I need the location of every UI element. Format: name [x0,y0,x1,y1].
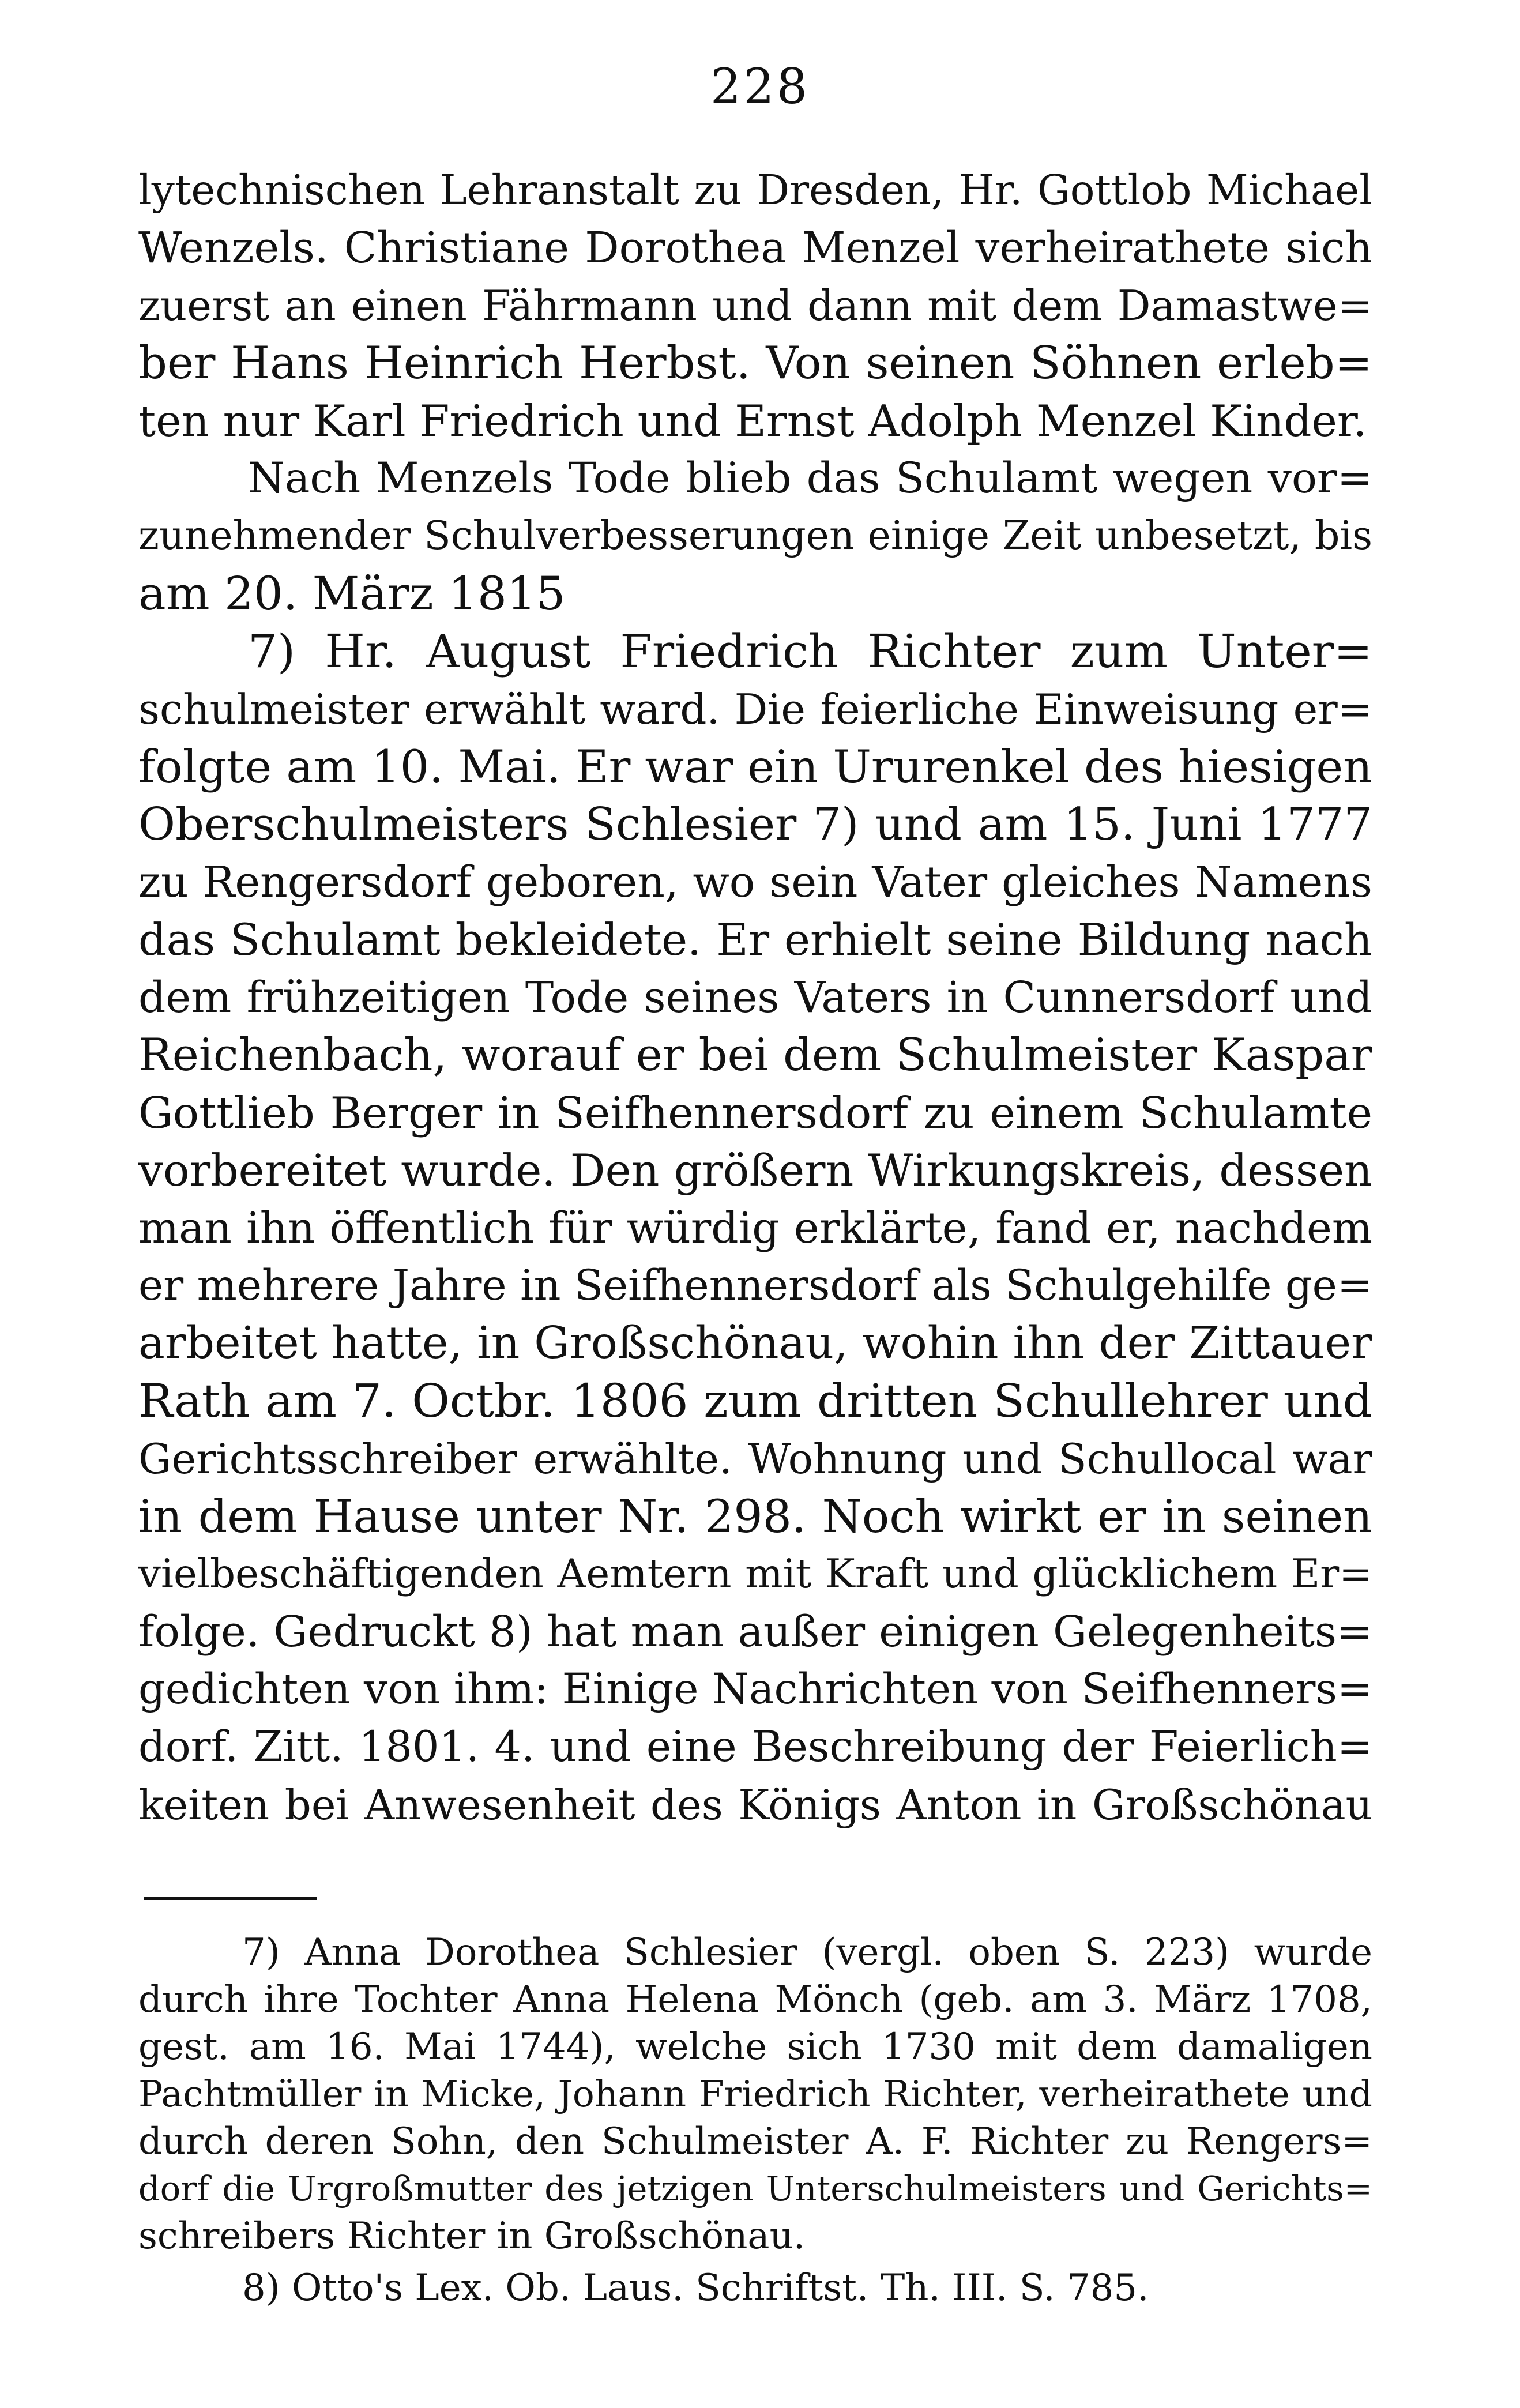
text-line: Oberschulmeisters Schlesier 7) und am 15. Juni 1777 [138,799,1372,851]
text-line: man ihn öffentlich für würdig erklärte, fand er, nachdem [138,1203,1372,1253]
text-line: Reichenbach, worauf er bei dem Schulmeister Kaspar [138,1029,1372,1081]
footnote-line: gest. am 16. Mai 1744), welche sich 1730 mit dem damaligen [138,2026,1372,2068]
text-line: ten nur Karl Friedrich und Ernst Adolph Menzel Kinder. [138,396,1367,446]
text-line: Wenzels. Christiane Dorothea Menzel verheirathete sich [138,223,1372,273]
footnote-line: dorf die Urgroßmutter des jetzigen Unterschulmeisters und Gerichts= [138,2169,1372,2208]
footnote-line: 7) Anna Dorothea Schlesier (vergl. oben S. 223) wurde [242,1931,1372,1974]
body-text [138,161,1372,1834]
text-line: er mehrere Jahre in Seifhennersdorf als Schulgehilfe ge= [138,1261,1372,1310]
text-line: vielbeschäftigenden Aemtern mit Kraft und glücklichem Er= [138,1551,1372,1597]
text-line: am 20. März 1815 [138,567,566,620]
text-line: gedichten von ihm: Einige Nachrichten von Seifhenners= [138,1665,1372,1714]
footnote-line: 8) Otto's Lex. Ob. Laus. Schriftst. Th. III. S. 785. [242,2267,1149,2309]
footnote-line: durch deren Sohn, den Schulmeister A. F. Richter zu Rengers= [138,2120,1372,2163]
footnotes [138,1929,1372,2312]
text-line: in dem Hause unter Nr. 298. Noch wirkt er in seinen [138,1490,1372,1543]
footnote-line: durch ihre Tochter Anna Helena Mönch (geb. am 3. März 1708, [138,1978,1372,2021]
footnote-line: Pachtmüller in Micke, Johann Friedrich Richter, verheirathete und [138,2073,1372,2115]
text-line: Gottlieb Berger in Seifhennersdorf zu einem Schulamte [138,1088,1372,1138]
text-line: zunehmender Schulverbesserungen einige Zeit unbesetzt, bis [138,513,1372,559]
text-line: Nach Menzels Tode blieb das Schulamt wegen vor= [248,454,1372,503]
text-line: das Schulamt bekleidete. Er erhielt seine Bildung nach [138,914,1372,965]
text-line: zuerst an einen Fährmann und dann mit dem Damastwe= [138,281,1372,330]
text-line: schulmeister erwählt ward. Die feierliche Einweisung er= [138,685,1372,733]
text-line: dem frühzeitigen Tode seines Vaters in Cunnersdorf und [138,973,1372,1022]
text-line: Rath am 7. Octbr. 1806 zum dritten Schullehrer und [138,1374,1372,1428]
text-line: 7) Hr. August Friedrich Richter zum Unter= [248,624,1372,678]
text-line: vorbereitet wurde. Den größern Wirkungskreis, dessen [138,1145,1372,1196]
text-line: Gerichtsschreiber erwählte. Wohnung und Schullocal war [138,1435,1372,1483]
footnote-divider [144,1897,317,1900]
page-number: 228 [710,58,810,115]
text-line: arbeitet hatte, in Großschönau, wohin ihn der Zittauer [138,1318,1372,1369]
text-line: ber Hans Heinrich Herbst. Von seinen Söhnen erleb= [138,337,1372,389]
text-line: folge. Gedruckt 8) hat man außer einigen Gelegenheits= [138,1607,1372,1657]
text-line: keiten bei Anwesenheit des Königs Anton in Großschönau [138,1781,1372,1829]
text-line: zu Rengersdorf geboren, wo sein Vater gleiches Namens [138,857,1372,907]
text-line: dorf. Zitt. 1801. 4. und eine Beschreibung der Feierlich= [138,1722,1372,1771]
text-line: folgte am 10. Mai. Er war ein Ururenkel des hiesigen [138,740,1372,793]
footnote-line: schreibers Richter in Großschönau. [138,2215,806,2258]
text-line: lytechnischen Lehranstalt zu Dresden, Hr. Gottlob Michael [138,166,1372,214]
